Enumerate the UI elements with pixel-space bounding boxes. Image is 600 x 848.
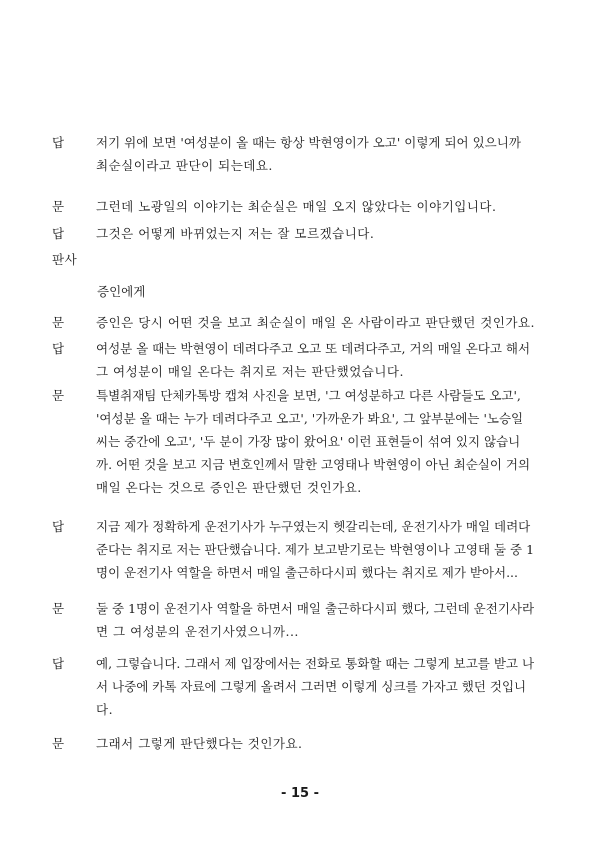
text-line: 둘 중 1명이 운전기사 역할을 하면서 매일 출근하다시피 했다, 그런데 운전기사라 bbox=[96, 601, 535, 616]
page-number: - 15 - bbox=[281, 786, 319, 801]
text-line: 특별취재팀 단체카톡방 캡쳐 사진을 보면, '그 여성분하고 다른 사람들도 오고', bbox=[96, 388, 521, 403]
speaker-label: 문 bbox=[52, 388, 65, 403]
text-line: 다. bbox=[96, 702, 114, 717]
text-line: 그런데 노광일의 이야기는 최순실은 매일 오지 않았다는 이야기입니다. bbox=[96, 199, 497, 214]
question-text bbox=[96, 732, 536, 755]
text-line: 여성분 올 때는 박현영이 데려다주고 오고 또 데려다주고, 거의 매일 온다고 해서 bbox=[96, 341, 531, 356]
speaker-label: 답 bbox=[52, 519, 65, 534]
text-line: 예, 그렇습니다. 그래서 제 입장에서는 전화로 통화할 때는 그렇게 보고를 받고 나 bbox=[96, 656, 535, 671]
text-line: 까. 어떤 것을 보고 지금 변호인께서 말한 고영태나 박현영이 아닌 최순실이 거의 bbox=[96, 457, 531, 472]
text-line: 저기 위에 보면 '여성분이 올 때는 항상 박현영이가 오고' 이렇게 되어 있으니까 bbox=[96, 135, 521, 150]
text-line: 면 그 여성분의 운전기사였으니까... bbox=[96, 624, 299, 639]
question-text bbox=[96, 195, 536, 218]
text-line: 서 나중에 카톡 자료에 그렇게 올려서 그러면 이렇게 싱크를 가자고 했던 것입니 bbox=[96, 679, 527, 694]
speaker-label: 문 bbox=[52, 601, 65, 616]
answer-text bbox=[96, 515, 536, 584]
text-line: 최순실이라고 판단이 되는데요. bbox=[96, 158, 273, 173]
speaker-label: 문 bbox=[52, 736, 65, 751]
speaker-label: 답 bbox=[52, 341, 65, 356]
text-line: 증인은 당시 어떤 것을 보고 최순실이 매일 온 사람이라고 판단했던 것인가요. bbox=[96, 315, 536, 330]
text-line: 명이 운전기사 역할을 하면서 매일 출근하다시피 했다는 취지로 제가 받아서... bbox=[96, 565, 519, 580]
text-line: 씨는 중간에 오고', '두 분이 가장 많이 왔어요' 이런 표현들이 섞여 있지 않습니 bbox=[96, 434, 521, 449]
speaker-label: 답 bbox=[52, 135, 65, 150]
text-line: 준다는 취지로 저는 판단했습니다. 제가 보고받기로는 박현영이나 고영태 둘 중 1 bbox=[96, 542, 535, 557]
speaker-label: 판사 bbox=[52, 252, 78, 267]
speaker-label: 문 bbox=[52, 315, 65, 330]
speaker-label: 답 bbox=[52, 226, 65, 241]
text-line: 그래서 그렇게 판단했다는 것인가요. bbox=[96, 736, 303, 751]
answer-text bbox=[96, 652, 536, 721]
speaker-label: 답 bbox=[52, 656, 65, 671]
answer-text bbox=[96, 222, 536, 245]
question-text bbox=[96, 311, 536, 334]
question-text bbox=[96, 384, 536, 499]
addressee-label: 증인에게 bbox=[97, 284, 146, 299]
question-text bbox=[96, 597, 536, 643]
text-line: 매일 온다는 것으로 증인은 판단했던 것인가요. bbox=[96, 480, 362, 495]
text-line: 지금 제가 정확하게 운전기사가 누구였는지 헷갈리는데, 운전기사가 매일 데려다 bbox=[96, 519, 531, 534]
answer-text bbox=[96, 131, 536, 177]
speaker-label: 문 bbox=[52, 199, 65, 214]
text-line: '여성분 올 때는 누가 데려다주고 오고', '가까운가 봐요', 그 앞부분에는 '노승일 bbox=[96, 411, 524, 426]
answer-text bbox=[96, 337, 536, 383]
text-line: 그 여성분이 매일 온다는 취지로 저는 판단했었습니다. bbox=[96, 364, 404, 379]
text-line: 그것은 어떻게 바뀌었는지 저는 잘 모르겠습니다. bbox=[96, 226, 375, 241]
